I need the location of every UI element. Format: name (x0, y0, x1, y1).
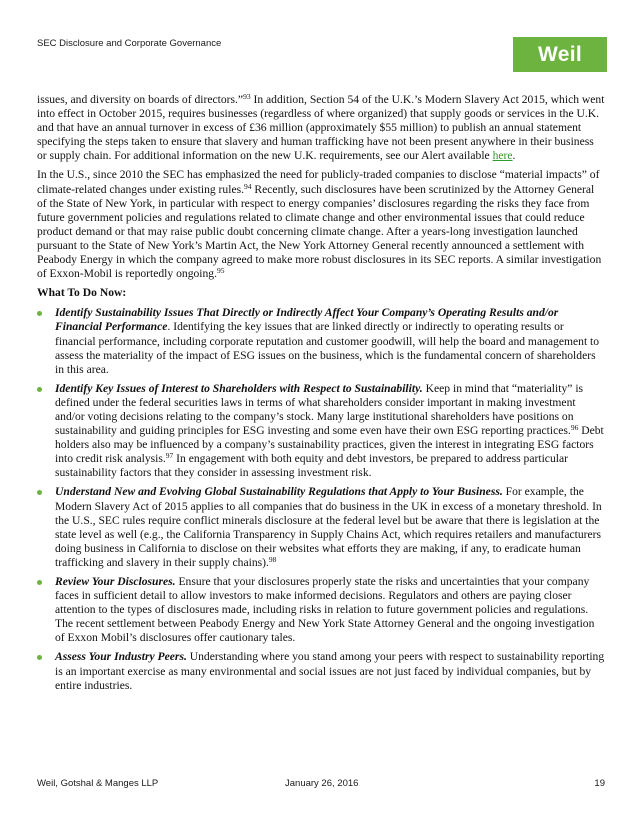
list-item (37, 306, 605, 376)
para1-text-c: . (512, 149, 516, 163)
item-text: Debt holders also may be influenced by a company’s sustainability practices, given the interest in integrating ESG factors into credit risk analysis. (55, 424, 604, 466)
bullet-icon (37, 387, 42, 392)
list-item (37, 575, 605, 645)
footnote-ref-97[interactable]: 97 (165, 451, 174, 461)
running-header: SEC Disclosure and Corporate Governance (37, 38, 222, 49)
item-text: Ensure that your disclosures properly state the risks and uncertainties that your company faces in sufficient detail to allow investors to make informed decisions. Regulators and others are paying closer attention to the types of disclosures made, including risks in relation to future government policies and regulations. The recent settlement between Peabody Energy and New York State Attorney General and the ongoing investigation of Exxon Mobil’s disclosures offer cautionary tales. (55, 575, 595, 645)
footnote-ref-96[interactable]: 96 (570, 423, 579, 433)
item-text: Understanding where you stand among your peers with respect to sustainability reporting is an important exercise as many environmental and social issues are not just faced by individual companies, but by entire industries. (55, 650, 605, 692)
footnote-ref-98[interactable]: 98 (268, 554, 277, 564)
bullet-icon (37, 311, 42, 316)
document-body (37, 93, 605, 698)
footnote-ref-94[interactable]: 94 (244, 181, 252, 191)
page-footer (37, 778, 605, 792)
footer-firm: Weil, Gotshal & Manges LLP (37, 778, 159, 789)
para2-text-a: In the U.S., since 2010 the SEC has emphasized the need for publicly-traded companies to disclose “material impacts” of climate-related changes under existing rules. (37, 168, 600, 196)
list-item (37, 485, 605, 570)
item-lead: Identify Sustainability Issues That Directly or Indirectly Affect Your Company’s Operating Results and/or Financial Performance (55, 306, 559, 334)
footer-date: January 26, 2016 (285, 778, 359, 789)
para1-text-a: issues, and diversity on boards of directors.” (37, 93, 244, 106)
item-lead: Assess Your Industry Peers. (55, 650, 187, 664)
paragraph-us-sec-climate (37, 168, 605, 281)
list-item (37, 650, 605, 692)
page-number: 19 (594, 778, 605, 789)
bullet-icon (37, 490, 42, 495)
paragraph-uk-modern-slavery (37, 93, 605, 163)
item-text: For example, the Modern Slavery Act of 2015 applies to all companies that do business in the UK in excess of a monetary threshold. In the U.S., SEC rules require conflict minerals disclosure at the federal level but be aware that there is legislation at the state level as well (e.g., the California Transparency in Supply Chains Act, which requires retailers and manufacturers doing business in California to disclose on their websites what efforts they are making, if any, to eradicate human trafficking and slavery in their supply chains). (55, 485, 602, 569)
bullet-icon (37, 580, 42, 585)
para2-text-b: Recently, such disclosures have been scrutinized by the Attorney General of the State of New York, in particular with respect to energy companies’ disclosures regarding the risks they face from future government policies and regulations related to climate change and other environmental issues that could reduce product demand or that may raise public doubt concerning climate change. After a years-long investigation launched pursuant to the State of New York’s Martin Act, the New York Attorney General recently announced a settlement with Peabody Energy in which the company agreed to make more robust disclosures in its SEC reports. A similar investigation of Exxon-Mobil is reportedly ongoing. (37, 182, 602, 281)
para1-text-b: In addition, Section 54 of the U.K.’s Modern Slavery Act 2015, which went into effect in October 2015, requires businesses (regardless of where organized) that supply goods or services in the U.K. and that have an annual turnover in excess of £36 million (approximately $55 million) to publish an annual statement specifying the steps taken to ensure that slavery and human trafficking have not been present anywhere in their business or supply chain. For additional information on the new U.K. requirements, see our Alert available (37, 93, 605, 163)
weil-logo: Weil (513, 37, 607, 72)
bullet-icon (37, 655, 42, 660)
alert-here-link[interactable]: here (492, 149, 513, 163)
footnote-ref-95[interactable]: 95 (217, 266, 225, 276)
item-text: Keep in mind that “materiality” is defined under the federal securities laws in terms of what shareholders consider important in making investment and/or voting decisions relating to the company’s stock. Many large institutional shareholders have positions on sustainability and guiding principles for ESG investing and some even have their own ESG reporting practices. (55, 381, 584, 438)
item-text: In engagement with both equity and debt investors, be prepared to address particular sustainability factors that they consider in assessing investment risk. (55, 452, 568, 480)
list-item (37, 382, 605, 481)
footnote-ref-93[interactable]: 93 (243, 92, 251, 101)
item-lead: Review Your Disclosures. (55, 575, 176, 588)
item-text: . Identifying the key issues that are linked directly or indirectly to operating results or financial performance, including corporate reputation and customer goodwill, will help the board and management to assess the materiality of the impact of ESG issues on the business, which is the fundamental concern of shareholders in this area. (55, 320, 600, 376)
action-list (37, 306, 605, 692)
item-lead: Identify Key Issues of Interest to Shareholders with Respect to Sustainability. (55, 381, 423, 395)
item-lead: Understand New and Evolving Global Sustainability Regulations that Apply to Your Business. (55, 485, 503, 499)
what-to-do-heading: What To Do Now: (37, 286, 127, 300)
